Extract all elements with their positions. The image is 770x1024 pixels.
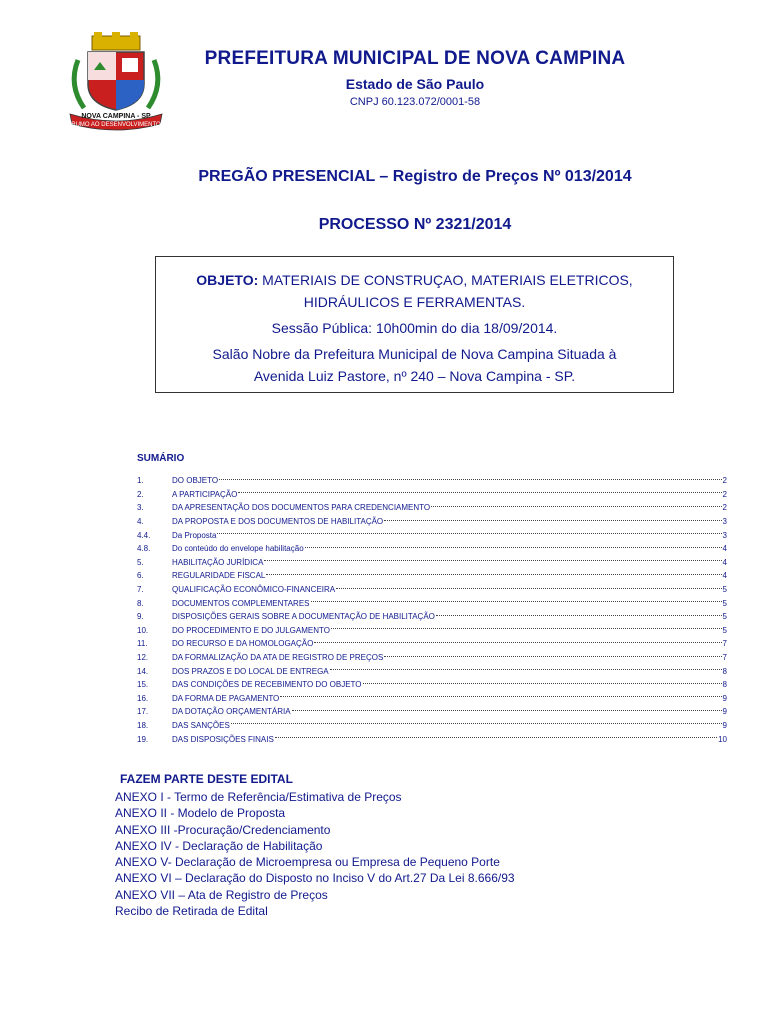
toc-page-number: 3: [722, 530, 727, 540]
table-of-contents: [137, 474, 727, 746]
sessao-publica: Sessão Pública: 10h00min do dia 18/09/2014.: [271, 320, 558, 336]
svg-text:NOVA CAMPINA - SP: NOVA CAMPINA - SP: [81, 113, 151, 120]
objeto-label: OBJETO:: [196, 272, 259, 288]
toc-page-number: 5: [722, 598, 727, 608]
toc-text: Do conteúdo do envelope habilitação: [172, 544, 304, 554]
toc-leader-dots: [331, 628, 722, 629]
toc-text: DISPOSIÇÕES GERAIS SOBRE A DOCUMENTAÇÃO DE HABILITAÇÃO: [172, 612, 435, 622]
toc-text: A PARTICIPAÇÃO: [172, 489, 238, 499]
local-line-2: Avenida Luiz Pastore, nº 240 – Nova Campina - SP.: [253, 368, 576, 384]
annex-item: ANEXO II - Modelo de Proposta: [115, 806, 286, 821]
toc-number: 1.: [137, 476, 144, 486]
annex-item: Recibo de Retirada de Edital: [115, 904, 268, 919]
toc-text: REGULARIDADE FISCAL: [172, 571, 266, 581]
annex-item: ANEXO I - Termo de Referência/Estimativa de Preços: [115, 790, 402, 804]
toc-entry[interactable]: [137, 583, 727, 597]
objeto-box: [155, 256, 674, 393]
toc-entry[interactable]: [137, 664, 727, 678]
annex-item: ANEXO IV - Declaração de Habilitação: [115, 838, 323, 853]
toc-number: 19.: [137, 734, 149, 744]
toc-number: 9.: [137, 612, 144, 622]
toc-leader-dots: [231, 723, 722, 724]
toc-number: 6.: [137, 571, 144, 581]
toc-entry[interactable]: [137, 528, 727, 542]
toc-number: 5.: [137, 557, 144, 567]
toc-page-number: 5: [722, 612, 727, 622]
toc-leader-dots: [363, 683, 722, 684]
toc-leader-dots: [431, 506, 721, 507]
toc-number: 7.: [137, 585, 144, 595]
cnpj-number: CNPJ 60.123.072/0001-58: [349, 96, 481, 108]
toc-entry[interactable]: [137, 705, 727, 719]
toc-page-number: 2: [722, 503, 727, 513]
toc-leader-dots: [238, 492, 721, 493]
toc-text: DA PROPOSTA E DOS DOCUMENTOS DE HABILITAÇÃO: [172, 517, 384, 527]
toc-page-number: 7: [722, 639, 727, 649]
toc-page-number: 4: [722, 571, 727, 581]
toc-page-number: 7: [722, 653, 727, 663]
toc-text: DA FORMA DE PAGAMENTO: [172, 693, 280, 703]
toc-leader-dots: [266, 574, 721, 575]
annex-item: ANEXO V- Declaração de Microempresa ou Empresa de Pequeno Porte: [115, 855, 500, 870]
toc-entry[interactable]: [137, 624, 727, 638]
toc-entry[interactable]: [137, 556, 727, 570]
toc-text: DAS DISPOSIÇÕES FINAIS: [172, 734, 274, 744]
toc-leader-dots: [336, 588, 721, 589]
toc-number: 10.: [137, 625, 149, 635]
toc-text: DAS CONDIÇÕES DE RECEBIMENTO DO OBJETO: [172, 680, 362, 690]
toc-entry[interactable]: [137, 637, 727, 651]
annexes-list: [115, 789, 515, 919]
toc-text: DA APRESENTAÇÃO DOS DOCUMENTOS PARA CREDENCIAMENTO: [172, 503, 431, 513]
objeto-text-1: MATERIAIS DE CONSTRUÇAO, MATERIAIS ELETRICOS,: [262, 272, 633, 288]
toc-entry[interactable]: [137, 542, 727, 556]
toc-leader-dots: [219, 479, 721, 480]
toc-text: DO RECURSO E DA HOMOLOGAÇÃO: [172, 639, 314, 649]
toc-leader-dots: [305, 547, 722, 548]
annexes-title: FAZEM PARTE DESTE EDITAL: [120, 772, 293, 786]
toc-page-number: 9: [722, 707, 727, 717]
toc-text: DA DOTAÇÃO ORÇAMENTÁRIA: [172, 707, 291, 717]
toc-text: DOCUMENTOS COMPLEMENTARES: [172, 598, 310, 608]
toc-entry[interactable]: [137, 488, 727, 502]
toc-leader-dots: [384, 520, 721, 521]
toc-leader-dots: [330, 669, 722, 670]
toc-leader-dots: [280, 696, 721, 697]
toc-text: QUALIFICAÇÃO ECONÔMICO-FINANCEIRA: [172, 585, 336, 595]
sumario-title: SUMÁRIO: [137, 453, 185, 464]
toc-page-number: 5: [722, 625, 727, 635]
state-name: Estado de São Paulo: [345, 76, 485, 92]
toc-page-number: 4: [722, 544, 727, 554]
toc-number: 14.: [137, 666, 149, 676]
toc-number: 8.: [137, 598, 144, 608]
svg-text:RUMO AO DESENVOLVIMENTO: RUMO AO DESENVOLVIMENTO: [71, 122, 161, 128]
objeto-text-2: HIDRÁULICOS E FERRAMENTAS.: [303, 294, 526, 310]
toc-page-number: 2: [722, 489, 727, 499]
toc-number: 2.: [137, 489, 144, 499]
toc-page-number: 3: [722, 517, 727, 527]
toc-text: DAS SANÇÕES: [172, 720, 230, 730]
local-line-1: Salão Nobre da Prefeitura Municipal de Nova Campina Situada à: [212, 346, 617, 362]
toc-number: 3.: [137, 503, 144, 513]
toc-leader-dots: [384, 656, 721, 657]
toc-page-number: 2: [722, 476, 727, 486]
toc-entry[interactable]: [137, 569, 727, 583]
annex-item: ANEXO VI – Declaração do Disposto no Inciso V do Art.27 Da Lei 8.666/93: [115, 871, 515, 886]
annex-item: ANEXO III -Procuração/Credenciamento: [115, 822, 331, 837]
toc-number: 4.8.: [137, 544, 151, 554]
toc-leader-dots: [264, 560, 721, 561]
toc-text: HABILITAÇÃO JURÍDICA: [172, 557, 264, 567]
toc-page-number: 4: [722, 557, 727, 567]
toc-number: 15.: [137, 680, 149, 690]
toc-entry[interactable]: [137, 515, 727, 529]
toc-number: 4.4.: [137, 530, 151, 540]
toc-leader-dots: [311, 601, 722, 602]
toc-number: 16.: [137, 693, 149, 703]
toc-entry[interactable]: [137, 692, 727, 706]
toc-entry[interactable]: [137, 651, 727, 665]
processo-title: PROCESSO Nº 2321/2014: [318, 216, 512, 233]
organization-name: PREFEITURA MUNICIPAL DE NOVA CAMPINA: [204, 48, 626, 69]
toc-leader-dots: [292, 710, 722, 711]
toc-text: DA FORMALIZAÇÃO DA ATA DE REGISTRO DE PREÇOS: [172, 653, 384, 663]
toc-entry[interactable]: [137, 732, 727, 746]
toc-text: DO OBJETO: [172, 476, 219, 486]
toc-page-number: 5: [722, 585, 727, 595]
objeto-line-1: [156, 269, 673, 291]
toc-entry[interactable]: [137, 719, 727, 733]
toc-number: 11.: [137, 639, 148, 649]
toc-entry[interactable]: [137, 678, 727, 692]
toc-entry[interactable]: [137, 610, 727, 624]
pregao-title: PREGÃO PRESENCIAL – Registro de Preços Nº 013/2014: [198, 168, 632, 185]
toc-leader-dots: [275, 737, 717, 738]
toc-page-number: 9: [722, 693, 727, 703]
toc-leader-dots: [217, 533, 721, 534]
toc-number: 17.: [137, 707, 149, 717]
toc-page-number: 8: [722, 680, 727, 690]
toc-number: 18.: [137, 720, 149, 730]
toc-leader-dots: [436, 615, 722, 616]
annex-item: ANEXO VII – Ata de Registro de Preços: [115, 887, 328, 902]
toc-entry[interactable]: [137, 501, 727, 515]
toc-text: DOS PRAZOS E DO LOCAL DE ENTREGA: [172, 666, 329, 676]
toc-entry[interactable]: [137, 474, 727, 488]
municipal-crest-logo: [64, 30, 168, 134]
toc-page-number: 9: [722, 720, 727, 730]
toc-page-number: 8: [722, 666, 727, 676]
toc-number: 12.: [137, 653, 149, 663]
toc-entry[interactable]: [137, 596, 727, 610]
toc-text: DO PROCEDIMENTO E DO JULGAMENTO: [172, 625, 330, 635]
toc-number: 4.: [137, 517, 144, 527]
toc-text: Da Proposta: [172, 530, 217, 540]
toc-leader-dots: [314, 642, 721, 643]
toc-page-number: 10: [718, 734, 727, 744]
